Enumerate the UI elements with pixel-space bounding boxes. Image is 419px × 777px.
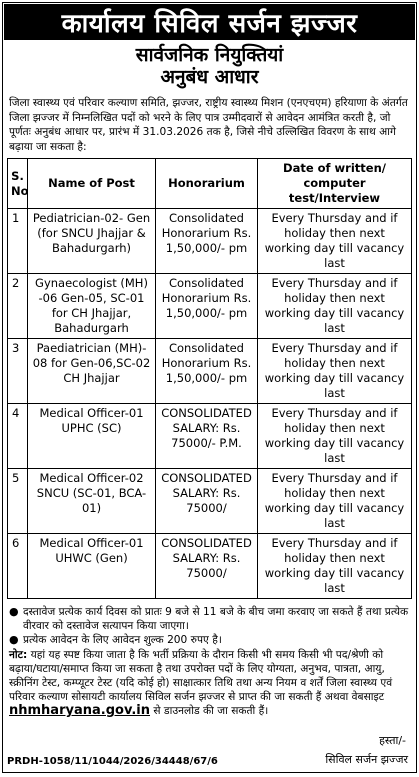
cell-sno: 3 [8,339,28,404]
cell-post: Medical Officer-01 UHWC (Gen) [28,534,156,599]
office-title: कार्यालय सिविल सर्जन झज्जर [61,9,358,39]
cell-honorarium: Consolidated Honorarium Rs. 1,50,000/- pm [156,339,258,404]
table-row [8,404,412,469]
cell-sno: 5 [8,469,28,534]
header-post: Name of Post [28,159,156,209]
footer [7,733,410,767]
signatory-title: सिविल सर्जन झज्जर [325,753,408,766]
cell-date: Every Thursday and if holiday then next working day till vacancy last [258,274,412,339]
note-text-after: से डाउनलोड की जा सकती हैं। [153,705,269,717]
table-row [8,274,412,339]
table-row [8,534,412,599]
table-row [8,339,412,404]
cell-post: Gynaecologist (MH) -06 Gen-05, SC-01 for CH Jhajjar, Bahadurgarh [28,274,156,339]
bullet-dot-icon: ● [9,605,19,618]
cell-honorarium: CONSOLIDATED SALARY: Rs. 75000/ [156,469,258,534]
table-row [8,469,412,534]
cell-honorarium: Consolidated Honorarium Rs. 1,50,000/- pm [156,209,258,274]
header-date: Date of written/ computer test/Interview [258,159,412,209]
office-header [4,4,415,40]
bullet-dot-icon: ● [9,633,19,646]
notice-subtitle: अनुबंध आधार [160,66,259,88]
note-text: यहां यह स्पष्ट किया जाता है कि भर्ती प्रक्रिया के दौरान किसी भी समय किसी भी पद/श्रेणी को बढ़ाया/घटाया/समाप्त किया जा सकता है तथा उपरोक्त पदों के लिए योग्यता, अनुभव, पात्रता, आयु, स्क्रीनिंग टेस्ट, कम्प्यूटर टेस्ट (यदि कोई हो) साक्षात्कार तिथि तथा अन्य नियम व शर्तें जिला स्वास्थ्य एवं परिवार कल्याण सोसायटी कार्यालय सिविल सर्जन झज्जर से प्राप्त की जा सकती हैं अथवा वेबसाइट [9,649,393,703]
intro-paragraph: जिला स्वास्थ्य एवं परिवार कल्याण समिति, झज्जर, राष्ट्रीय स्वास्थ्य मिशन (एनएचएम) हरियाणा के अंतर्गत जिला झज्जर में निम्नलिखित पदों को भरने के लिए पात्र उम्मीदवारों से आवेदन आमंत्रित करती है, जो पूर्णतः अनुबंध आधार पर, प्रारंभ में 31.03.2026 तक है, जिसे नीचे उल्लिखित विवरण के साथ आगे बढ़ाया जा सकता है: [9,97,408,153]
header-honorarium: Honorarium [156,159,258,209]
cell-post: Pediatrician-02- Gen (for SNCU Jhajjar & Bahadurgarh) [28,209,156,274]
cell-sno: 2 [8,274,28,339]
cell-honorarium: CONSOLIDATED SALARY: Rs. 75000/ [156,534,258,599]
advertisement-page [2,2,417,773]
cell-post: Medical Officer-01 UPHC (SC) [28,404,156,469]
cell-date: Every Thursday and if holiday then next working day till vacancy last [258,339,412,404]
bullet-text: प्रत्येक आवेदन के लिए आवेदन शुल्क 200 रुपए है। [23,634,222,646]
cell-date: Every Thursday and if holiday then next working day till vacancy last [258,469,412,534]
bullet-item [9,605,410,633]
pr-number: PRDH-1058/11/1044/2026/34448/67/6 [7,756,218,767]
cell-sno: 4 [8,404,28,469]
cell-honorarium: CONSOLIDATED SALARY: Rs. 75000/- P.M. [156,404,258,469]
note-label: नोट: [9,649,28,661]
signature-mark: हस्ता/- [379,734,406,747]
cell-date: Every Thursday and if holiday then next working day till vacancy last [258,209,412,274]
header-sno: S. No [8,159,28,209]
vacancy-table [7,158,412,599]
table-row [8,209,412,274]
notice-title: सार्वजनिक नियुक्तियां [135,44,284,66]
website-link[interactable]: nhmharyana.gov.in [9,703,151,718]
cell-date: Every Thursday and if holiday then next working day till vacancy last [258,534,412,599]
cell-sno: 6 [8,534,28,599]
cell-post: Paediatrician (MH)- 08 for Gen-06,SC-02 CH Jhajjar [28,339,156,404]
cell-post: Medical Officer-02 SNCU (SC-01, BCA-01) [28,469,156,534]
bullet-item [9,633,410,647]
cell-date: Every Thursday and if holiday then next working day till vacancy last [258,404,412,469]
cell-sno: 1 [8,209,28,274]
note-block [9,648,410,718]
bullet-text: दस्तावेज प्रत्येक कार्य दिवस को प्रातः 9 बजे से 11 बजे के बीच जमा करवाए जा सकते हैं तथा प्रत्येक वीरवार को दस्तावेज सत्यापन किया जाएगा। [23,606,409,632]
cell-honorarium: Consolidated Honorarium Rs. 1,50,000/- pm [156,274,258,339]
table-header-row [8,159,412,209]
notes-section [9,605,410,718]
